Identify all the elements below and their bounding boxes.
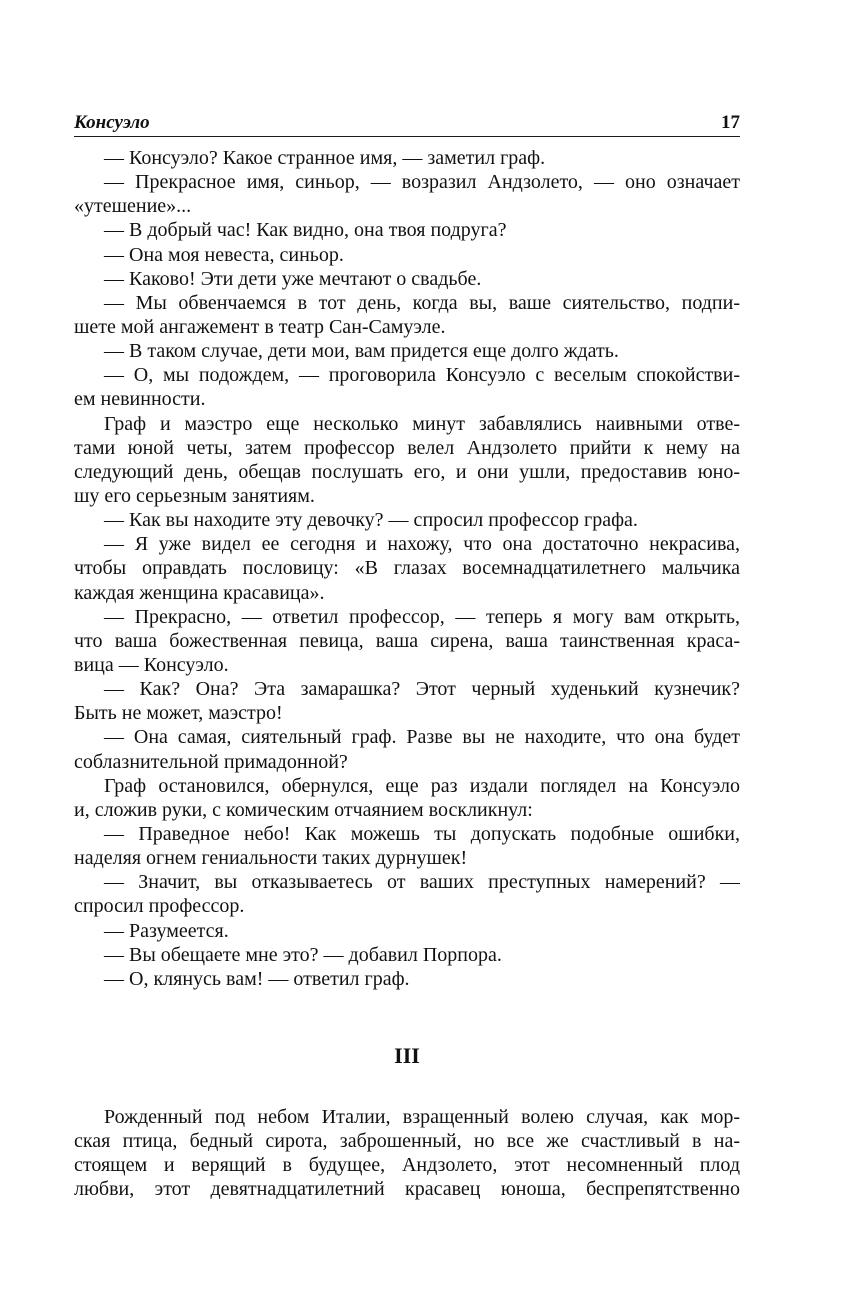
- text-line: — Разумеется.: [104, 919, 229, 942]
- text-line: — В добрый час! Как видно, она твоя подруга?: [104, 219, 507, 242]
- text-line: «утешение»...: [74, 195, 192, 218]
- text-line: Граф и маэстро еще несколько минут забавлялись наивными отве-: [104, 412, 740, 435]
- text-line: любви, этот девятнадцатилетний красавец юноша, беспрепятственно: [74, 1178, 740, 1201]
- text-line: — Я уже видел ее сегодня и нахожу, что она достаточно некрасива,: [104, 533, 740, 556]
- text-line: — Она самая, сиятельный граф. Разве вы не находите, что она будет: [104, 726, 740, 749]
- text-line: Быть не может, маэстро!: [74, 702, 283, 725]
- text-line: спросил профессор.: [74, 895, 245, 918]
- text-line: — О, клянусь вам! — ответил граф.: [104, 967, 410, 990]
- text-line: стоящем и верящий в будущее, Андзолето, этот несомненный плод: [74, 1154, 740, 1177]
- text-line: вица — Консуэло.: [74, 653, 229, 676]
- text-line: — Консуэло? Какое странное имя, — заметил граф.: [104, 147, 546, 169]
- running-header: [74, 112, 740, 137]
- text-line: Рожденный под небом Италии, взращенный волею случая, как мор-: [104, 1106, 740, 1128]
- text-line: ская птица, бедный сирота, заброшенный, но все же счастливый в на-: [74, 1130, 740, 1153]
- text-line: наделяя огнем гениальности таких дурнушек!: [74, 847, 468, 870]
- text-line: соблазнительной примадонной?: [74, 750, 348, 773]
- text-line: шете мой ангажемент в театр Сан-Самуэле.: [74, 315, 446, 338]
- text-line: следующий день, обещав послушать его, и они ушли, предоставив юно-: [74, 460, 740, 483]
- text-line: шу его серьезным занятиям.: [74, 484, 315, 507]
- text-line: — Прекрасно, — ответил профессор, — теперь я могу вам открыть,: [104, 605, 740, 628]
- text-line: — Как вы находите эту девочку? — спросил профессор графа.: [104, 509, 638, 532]
- body-text: [74, 146, 740, 991]
- text-line: — В таком случае, дети мои, вам придется еще долго ждать.: [104, 340, 619, 363]
- chapter-body-text: [74, 1105, 740, 1202]
- text-line: ем невинности.: [74, 388, 206, 411]
- running-title: Консуэло: [74, 112, 150, 133]
- chapter-heading: III: [394, 1043, 420, 1068]
- text-line: Граф остановился, обернулся, еще раз издали поглядел на Консуэло: [104, 774, 740, 797]
- text-line: каждая женщина красавица».: [74, 581, 325, 604]
- text-line: — Она моя невеста, синьор.: [104, 243, 344, 266]
- text-line: что ваша божественная певица, ваша сирена, ваша таинственная краса-: [74, 629, 740, 652]
- page-number: 17: [721, 112, 740, 133]
- text-line: тами юной четы, затем профессор велел Андзолето прийти к нему на: [74, 436, 740, 459]
- text-line: — Праведное небо! Как можешь ты допускать подобные ошибки,: [104, 822, 740, 845]
- text-line: — Как? Она? Эта замарашка? Этот черный худенький кузнечик?: [104, 678, 740, 701]
- text-line: — Значит, вы отказываетесь от ваших преступных намерений? —: [104, 871, 740, 894]
- text-line: — Прекрасное имя, синьор, — возразил Андзолето, — оно означает: [104, 171, 740, 194]
- text-line: — Вы обещаете мне это? — добавил Порпора.: [104, 943, 502, 966]
- text-line: — Каково! Эти дети уже мечтают о свадьбе.: [104, 267, 482, 290]
- text-line: чтобы оправдать пословицу: «В глазах восемнадцатилетнего мальчика: [74, 557, 740, 580]
- text-line: — О, мы подождем, — проговорила Консуэло с веселым спокойстви-: [104, 364, 740, 387]
- text-line: — Мы обвенчаемся в тот день, когда вы, ваше сиятельство, подпи-: [104, 291, 740, 314]
- text-line: и, сложив руки, с комическим отчаянием воскликнул:: [74, 798, 533, 821]
